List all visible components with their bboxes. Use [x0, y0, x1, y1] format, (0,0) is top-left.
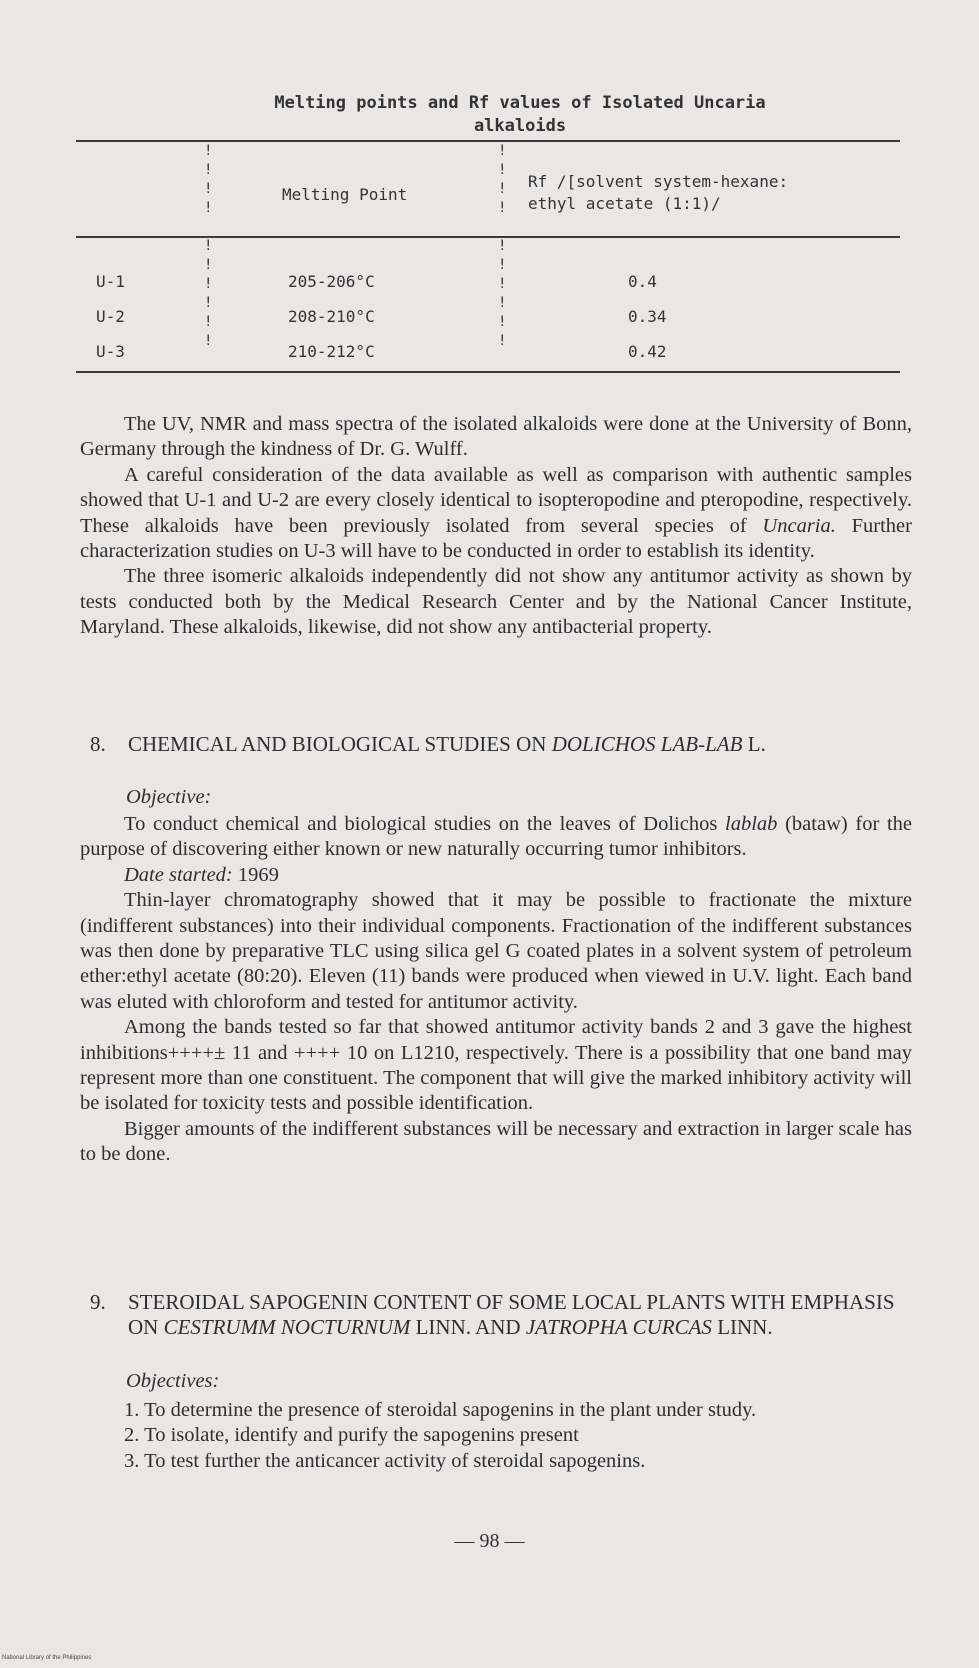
objective-label: Objective: — [126, 786, 212, 808]
section-title — [128, 732, 912, 757]
text-run: Further characterization studies on U-3 will have to be conducted in order to establish its identity. — [80, 514, 912, 563]
table-cell-id: U-2 — [96, 307, 125, 326]
paragraph — [80, 463, 912, 565]
table-title-line2: alkaloids — [473, 116, 567, 136]
paragraph: Thin-layer chromatography showed that it may be possible to fractionate the mixture (indifferent substances) into their individual components. Fractionation of the indifferent substances was then done by preparative TLC using silica gel G coated plates in a solvent system of petroleum ether:ethyl acetate (80:20). Eleven (11) bands were produced when viewed in U.V. light. Each band was eluted with chloroform and tested for antitumor activity. — [80, 889, 912, 1013]
italic-text: DOLICHOS LAB-LAB — [551, 732, 743, 756]
table-top-rule — [76, 140, 900, 142]
table-cell-rf: 0.42 — [628, 342, 667, 361]
italic-text: Uncaria. — [762, 514, 836, 537]
table-cell-mp: 205-206°C — [288, 272, 375, 291]
objectives-label: Objectives: — [126, 1370, 220, 1392]
body-text-block-1 — [80, 412, 912, 641]
table-header-rule — [76, 236, 900, 238]
paragraph: The three isomeric alkaloids independently did not show any antitumor activity as shown by tests conducted both by the Medical Research Center and by the National Cancer Institute, Maryland. These alkaloids, likewise, did not show any antibacterial property. — [80, 565, 912, 639]
table-cell-mp: 208-210°C — [288, 307, 375, 326]
text-run: LINN. AND — [410, 1315, 526, 1339]
body-text-block-2 — [80, 812, 912, 1168]
objective-item: 2. To isolate, identify and purify the sapogenins present — [124, 1424, 579, 1447]
paragraph: Bigger amounts of the indifferent substances will be necessary and extraction in larger scale has to be done. — [80, 1117, 912, 1166]
column-separator: ! ! ! ! ! ! ! ! ! ! — [204, 143, 213, 349]
table-cell-rf: 0.4 — [628, 272, 657, 291]
text-run: A careful consideration of the data available as well as comparison with authentic samples showed that U-1 and U-2 are every closely identical to isopteropodine and pteropodine, respectively. These alkaloids have been previously isolated from several species of — [80, 463, 912, 537]
section-title — [128, 1290, 912, 1340]
text-run: CHEMICAL AND BIOLOGICAL STUDIES ON — [128, 732, 552, 756]
section-8-heading — [90, 732, 912, 757]
body-text-block-3 — [80, 1398, 912, 1474]
text-run: L. — [742, 732, 766, 756]
header-rf-line2: ethyl acetate (1:1)/ — [528, 194, 721, 213]
section-9-heading — [90, 1290, 912, 1340]
table-cell-rf: 0.34 — [628, 307, 667, 326]
table-cell-mp: 210-212°C — [288, 342, 375, 361]
table-bottom-rule — [76, 371, 900, 373]
italic-text: lablab — [725, 813, 778, 835]
paragraph: The UV, NMR and mass spectra of the isolated alkaloids were done at the University of Bonn, Germany through the kindness of Dr. G. Wulff. — [80, 413, 912, 461]
column-separator: ! ! ! ! ! ! ! ! ! ! — [498, 143, 507, 349]
objective-item: 3. To test further the anticancer activity of steroidal sapogenins. — [124, 1449, 646, 1472]
table-title — [180, 92, 860, 138]
table-cell-id: U-3 — [96, 342, 125, 361]
date-started — [80, 863, 912, 888]
objective-item: 1. To determine the presence of steroidal sapogenins in the plant under study. — [124, 1399, 757, 1421]
text-run: (bataw) for the purpose of discovering either known or new naturally occurring tumor inhibitors. — [80, 813, 912, 861]
paragraph: Among the bands tested so far that showed antitumor activity bands 2 and 3 gave the highest inhibitions++++± 11 and ++++ 10 on L1210, respectively. There is a possibility that one band may represent more than one constituent. The component that will give the marked inhibitory activity will be isolated for toxicity tests and possible identification. — [80, 1016, 912, 1115]
section-number: 9. — [90, 1290, 106, 1314]
footer-credit: National Library of the Philippines — [2, 1655, 92, 1661]
date-value: 1969 — [237, 863, 279, 886]
table-cell-id: U-1 — [96, 272, 125, 291]
text-run: STEROIDAL SAPOGENIN CONTENT OF SOME LOCAL PLANTS WITH EMPHASIS ON — [128, 1290, 895, 1339]
paragraph — [80, 812, 912, 863]
italic-text: CESTRUMM NOCTURNUM — [163, 1315, 411, 1339]
page-number: — 98 — — [454, 1530, 525, 1552]
text-run: LINN. — [711, 1315, 773, 1339]
table-title-line1: Melting points and Rf values of Isolated Uncaria — [274, 93, 766, 113]
section-number: 8. — [90, 732, 106, 756]
header-rf-line1: Rf /​[solvent system-hexane: — [528, 172, 789, 191]
date-label: Date started: — [124, 863, 233, 886]
italic-text: JATROPHA CURCAS — [525, 1315, 712, 1339]
header-melting-point: Melting Point — [282, 185, 408, 204]
text-run: To conduct chemical and biological studies on the leaves of Dolichos — [124, 813, 726, 835]
